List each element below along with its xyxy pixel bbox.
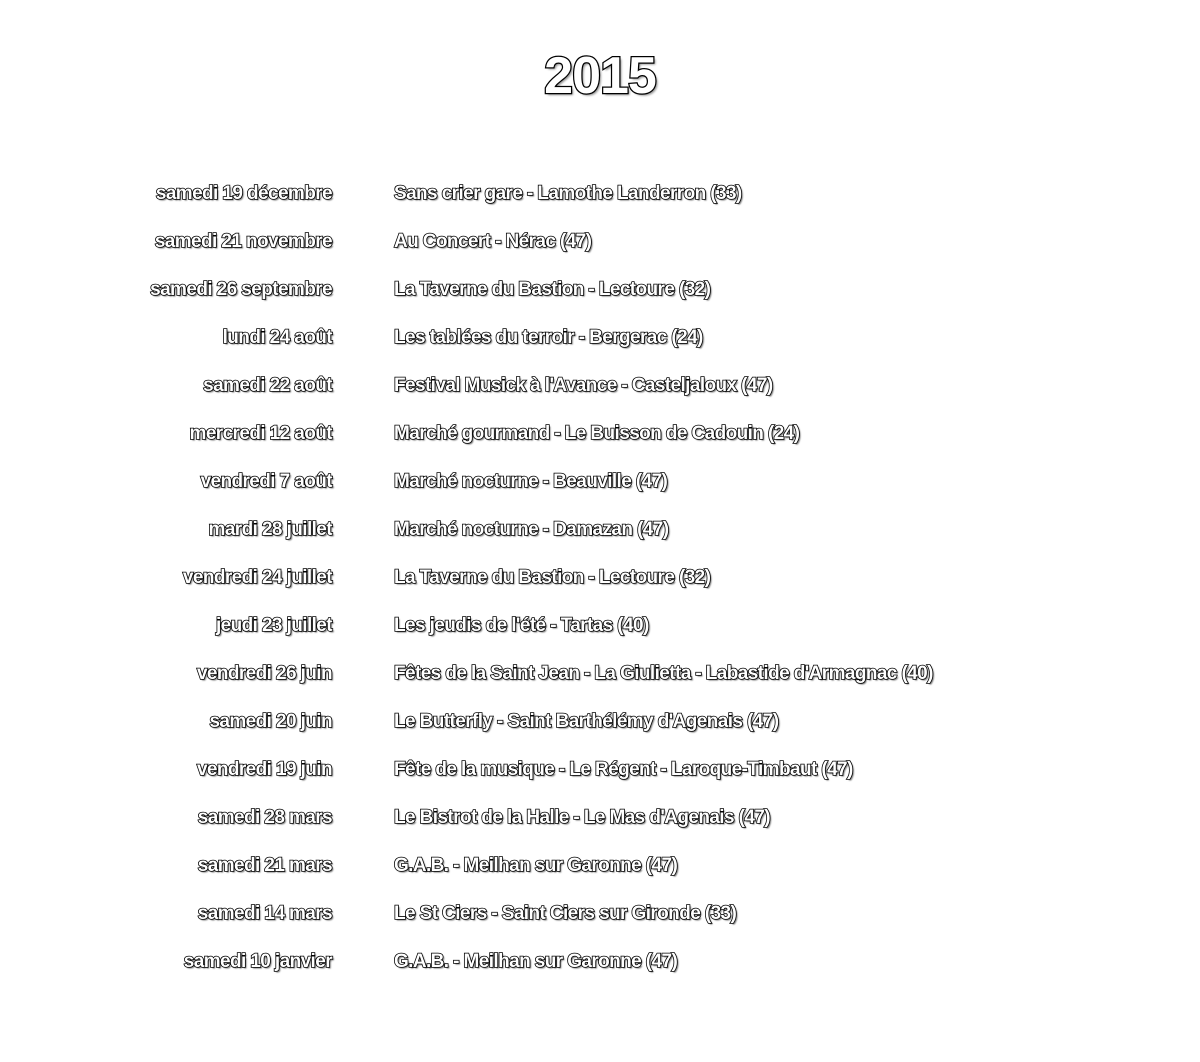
event-date: vendredi 24 juillet bbox=[182, 567, 332, 588]
event-row bbox=[0, 656, 1200, 704]
event-row bbox=[0, 512, 1200, 560]
event-date: vendredi 7 août bbox=[200, 471, 332, 492]
event-venue: Festival Musick à l'Avance - Casteljaloux (47) bbox=[394, 375, 773, 396]
event-date: lundi 24 août bbox=[222, 327, 332, 348]
event-row bbox=[0, 368, 1200, 416]
event-date: samedi 22 août bbox=[203, 375, 332, 396]
event-date: samedi 21 novembre bbox=[154, 231, 332, 252]
event-venue: Le Bistrot de la Halle - Le Mas d'Agenais (47) bbox=[394, 807, 771, 828]
event-row bbox=[0, 704, 1200, 752]
event-venue: La Taverne du Bastion - Lectoure (32) bbox=[394, 567, 711, 588]
event-date: vendredi 26 juin bbox=[196, 663, 332, 684]
event-venue: G.A.B. - Meilhan sur Garonne (47) bbox=[394, 951, 678, 972]
event-row bbox=[0, 608, 1200, 656]
event-venue: Le Butterfly - Saint Barthélémy d'Agenais (47) bbox=[394, 711, 779, 732]
event-date: vendredi 19 juin bbox=[196, 759, 332, 780]
event-row bbox=[0, 224, 1200, 272]
event-venue: Le St Ciers - Saint Ciers sur Gironde (33) bbox=[394, 903, 737, 924]
event-row bbox=[0, 848, 1200, 896]
event-venue: Les jeudis de l'été - Tartas (40) bbox=[394, 615, 649, 636]
event-venue: Fête de la musique - Le Régent - Laroque-Timbaut (47) bbox=[394, 759, 853, 780]
event-date: samedi 26 septembre bbox=[150, 279, 332, 300]
event-date: samedi 14 mars bbox=[197, 903, 332, 924]
event-date: samedi 28 mars bbox=[197, 807, 332, 828]
event-row bbox=[0, 416, 1200, 464]
event-venue: Marché gourmand - Le Buisson de Cadouin (24) bbox=[394, 423, 800, 444]
event-venue: Marché nocturne - Damazan (47) bbox=[394, 519, 669, 540]
event-venue: Au Concert - Nérac (47) bbox=[394, 231, 592, 252]
event-row bbox=[0, 176, 1200, 224]
event-row bbox=[0, 800, 1200, 848]
event-row bbox=[0, 272, 1200, 320]
event-venue: Marché nocturne - Beauville (47) bbox=[394, 471, 668, 492]
event-date: samedi 20 juin bbox=[209, 711, 332, 732]
event-venue: Sans crier gare - Lamothe Landerron (33) bbox=[394, 183, 742, 204]
event-list bbox=[0, 176, 1200, 992]
event-date: samedi 21 mars bbox=[197, 855, 332, 876]
event-row bbox=[0, 560, 1200, 608]
event-venue: La Taverne du Bastion - Lectoure (32) bbox=[394, 279, 711, 300]
event-row bbox=[0, 944, 1200, 992]
event-date: mercredi 12 août bbox=[189, 423, 332, 444]
event-venue: Les tablées du terroir - Bergerac (24) bbox=[394, 327, 703, 348]
event-row bbox=[0, 320, 1200, 368]
event-venue: G.A.B. - Meilhan sur Garonne (47) bbox=[394, 855, 678, 876]
event-date: samedi 19 décembre bbox=[155, 183, 332, 204]
event-date: jeudi 23 juillet bbox=[215, 615, 332, 636]
event-row bbox=[0, 464, 1200, 512]
event-row bbox=[0, 752, 1200, 800]
event-venue: Fêtes de la Saint Jean - La Giulietta - Labastide d'Armagnac (40) bbox=[394, 663, 933, 684]
page-title: 2015 bbox=[544, 47, 656, 105]
event-date: samedi 10 janvier bbox=[183, 951, 332, 972]
event-date: mardi 28 juillet bbox=[208, 519, 332, 540]
event-row bbox=[0, 896, 1200, 944]
